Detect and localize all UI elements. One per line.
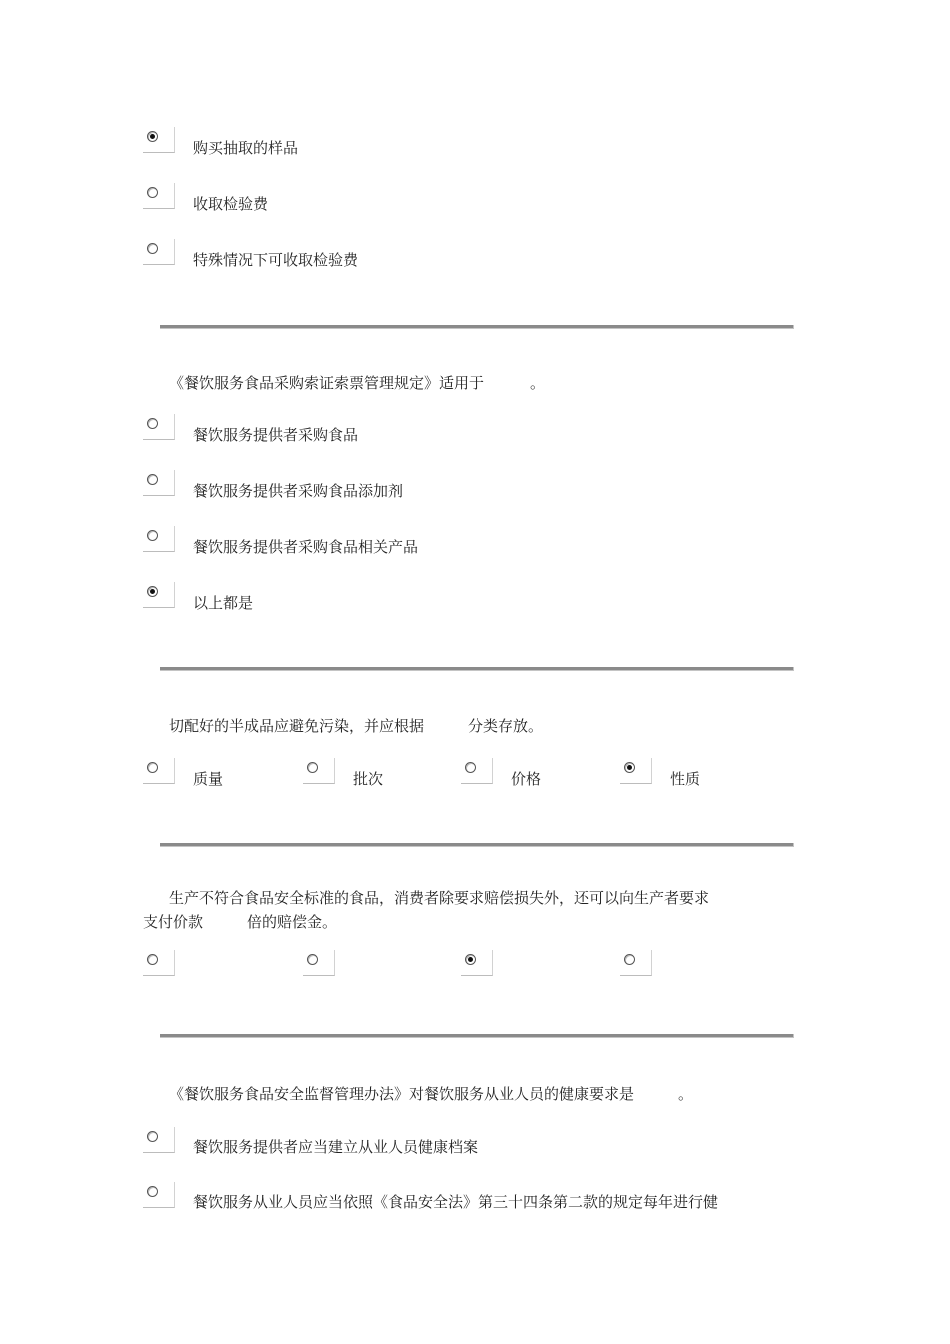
q1-option-1-label: 餐饮服务提供者采购食品 [193,426,359,444]
radio-circle-icon [147,530,158,541]
q4-text-before: 《餐饮服务食品安全监督管理办法》对餐饮服务从业人员的健康要求是 [169,1085,635,1103]
radio-circle-icon [147,243,158,254]
q1-option-4-label: 以上都是 [193,594,254,612]
q2-text-before: 切配好的半成品应避免污染，并应根据 [169,717,425,735]
q2-option-4-radio[interactable] [620,758,652,784]
q4-option-2-radio[interactable] [143,1182,175,1208]
radio-circle-icon [307,762,318,773]
q4-option-1-label: 餐饮服务提供者应当建立从业人员健康档案 [193,1138,479,1156]
q2-option-1-radio[interactable] [143,758,175,784]
question-divider [160,843,794,847]
q3-option-3-radio[interactable] [461,950,493,976]
q0-option-3-radio[interactable] [143,239,175,265]
q1-option-1-radio[interactable] [143,414,175,440]
q3-text-before: 支付价款 [143,913,204,931]
q2-option-1-label: 质量 [193,770,224,788]
q0-option-2-label: 收取检验费 [193,195,269,213]
radio-circle-icon [307,954,318,965]
radio-circle-icon [147,474,158,485]
q1-option-4-radio[interactable] [143,582,175,608]
radio-circle-icon [147,762,158,773]
question-divider [160,1034,794,1038]
radio-circle-icon [147,954,158,965]
radio-circle-icon [465,762,476,773]
q0-option-3-label: 特殊情况下可收取检验费 [193,251,359,269]
q3-text-after: 倍的赔偿金。 [247,913,338,931]
q2-text-after: 分类存放。 [468,717,544,735]
q3-question-line2 [143,911,337,933]
q1-text-after: 。 [530,374,546,392]
q4-option-2-label: 餐饮服务从业人员应当依照《食品安全法》第三十四条第二款的规定每年进行健 [193,1193,719,1211]
radio-circle-icon [147,418,158,429]
q2-option-2-radio[interactable] [303,758,335,784]
q1-option-2-radio[interactable] [143,470,175,496]
q1-question-text [169,372,545,394]
radio-circle-icon [147,131,158,142]
q0-option-2-radio[interactable] [143,183,175,209]
q1-option-2-label: 餐饮服务提供者采购食品添加剂 [193,482,404,500]
q4-text-after: 。 [678,1085,694,1103]
q2-option-4-label: 性质 [670,770,701,788]
q2-option-3-label: 价格 [511,770,542,788]
radio-circle-icon [147,1131,158,1142]
q3-option-2-radio[interactable] [303,950,335,976]
radio-circle-icon [147,586,158,597]
q3-option-1-radio[interactable] [143,950,175,976]
q4-question-text [169,1083,693,1105]
q2-question-text [169,715,543,737]
radio-circle-icon [624,954,635,965]
q1-text-before: 《餐饮服务食品采购索证索票管理规定》适用于 [169,374,485,392]
q3-question-line1: 生产不符合食品安全标准的食品，消费者除要求赔偿损失外，还可以向生产者要求 [169,889,710,907]
q0-option-1-label: 购买抽取的样品 [193,139,299,157]
q2-option-2-label: 批次 [353,770,384,788]
radio-circle-icon [147,1186,158,1197]
q1-option-3-radio[interactable] [143,526,175,552]
question-divider [160,667,794,671]
q4-option-1-radio[interactable] [143,1127,175,1153]
q0-option-1-radio[interactable] [143,127,175,153]
radio-circle-icon [624,762,635,773]
q1-option-3-label: 餐饮服务提供者采购食品相关产品 [193,538,419,556]
q2-option-3-radio[interactable] [461,758,493,784]
radio-circle-icon [147,187,158,198]
radio-circle-icon [465,954,476,965]
q3-option-4-radio[interactable] [620,950,652,976]
question-divider [160,325,794,329]
